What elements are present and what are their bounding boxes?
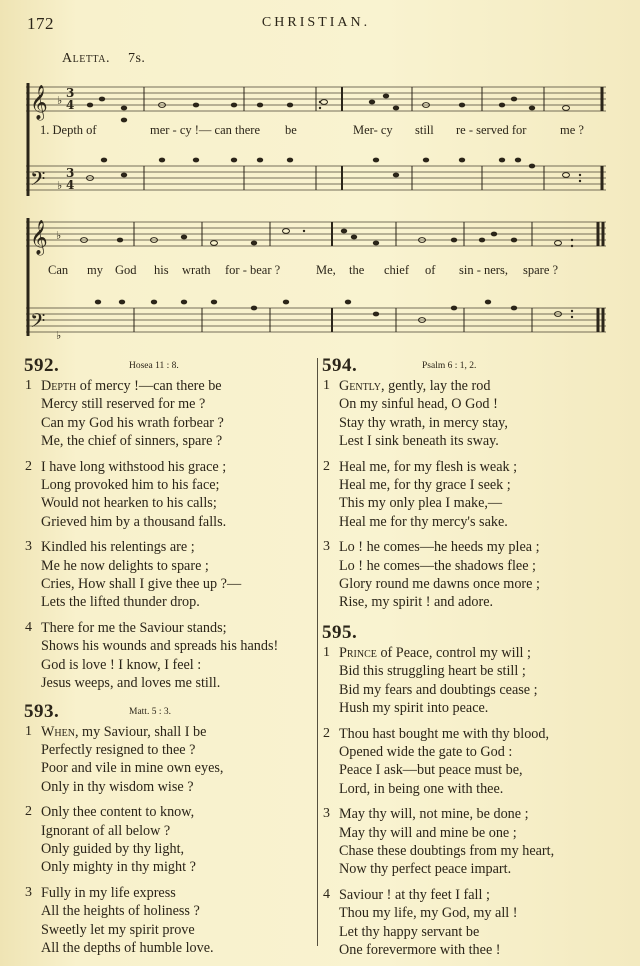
hymn-line: Bid my fears and doubtings cease ; bbox=[339, 681, 538, 698]
hymn-line: Me he now delights to spare ; bbox=[41, 557, 209, 574]
hymn-number: 593. bbox=[24, 700, 60, 722]
hymn-593 bbox=[24, 701, 316, 958]
stanza bbox=[24, 723, 316, 797]
lyric: 1. Depth of bbox=[40, 123, 97, 137]
hymn-line: Rise, my spirit ! and adore. bbox=[339, 594, 494, 611]
hymn-line: Grieved him by a thousand falls. bbox=[41, 513, 227, 530]
stanza bbox=[24, 884, 316, 958]
hymn-line: Chase these doubtings from my heart, bbox=[339, 842, 555, 859]
svg-text:3: 3 bbox=[66, 86, 75, 100]
music-system-1 bbox=[24, 78, 608, 200]
svg-text:4: 4 bbox=[66, 98, 75, 112]
verse-number: 3 bbox=[323, 539, 330, 555]
verse-number: 3 bbox=[25, 884, 32, 900]
hymn-line: Lest I sink beneath its sway. bbox=[339, 433, 499, 450]
hymn-line: God is love ! I know, I feel : bbox=[41, 656, 202, 673]
hymn-line: Would not hearken to his calls; bbox=[41, 495, 217, 512]
first-word: Prince bbox=[339, 644, 377, 661]
stanza bbox=[24, 458, 316, 532]
lyric: Mer- cy bbox=[353, 123, 393, 137]
staff-notation bbox=[24, 78, 608, 200]
hymn-line: of Peace, control my will ; bbox=[376, 644, 531, 661]
scripture-reference: Hosea 11 : 8. bbox=[129, 361, 179, 371]
hymn-number: 594. bbox=[322, 355, 358, 376]
lyric: sin - ners, bbox=[459, 263, 508, 277]
lyric: wrath bbox=[182, 263, 211, 277]
hymn-line: Me, the chief of sinners, spare ? bbox=[41, 433, 223, 450]
verse-number: 3 bbox=[25, 539, 32, 555]
hymn-line: One forevermore with thee ! bbox=[339, 941, 501, 958]
lyric: me ? bbox=[560, 123, 584, 137]
hymn-line: Bid this struggling heart be still ; bbox=[339, 663, 526, 680]
stanza bbox=[322, 886, 622, 960]
hymn-line: Let thy happy servant be bbox=[339, 923, 480, 940]
lyric: be bbox=[285, 123, 297, 137]
verse-number: 2 bbox=[25, 804, 32, 820]
hymn-line: Stay thy wrath, in mercy stay, bbox=[339, 414, 508, 431]
hymn-line: Kindled his relentings are ; bbox=[41, 539, 195, 556]
hymn-line: Only thee content to know, bbox=[41, 804, 195, 821]
hymn-line: May thy will and mine be one ; bbox=[339, 824, 517, 841]
tune-header bbox=[62, 51, 145, 67]
verse-number: 2 bbox=[323, 725, 330, 741]
hymn-592 bbox=[24, 355, 316, 693]
stanza bbox=[24, 803, 316, 877]
hymn-line: Opened wide the gate to God : bbox=[339, 743, 513, 760]
hymn-line: Ignorant of all below ? bbox=[41, 822, 171, 839]
hymn-line: of mercy !—can there be bbox=[76, 378, 222, 394]
hymn-line: Lord, in being one with thee. bbox=[339, 780, 504, 797]
first-word: Gently bbox=[339, 378, 382, 394]
stanza bbox=[322, 725, 622, 799]
lyric: Me, bbox=[316, 263, 336, 277]
hymn-line: There for me the Saviour stands; bbox=[41, 619, 227, 636]
hymn-line: This my only plea I make,— bbox=[339, 495, 503, 512]
svg-text:3: 3 bbox=[66, 166, 75, 180]
hymn-line: Heal me, for my flesh is weak ; bbox=[339, 458, 518, 475]
svg-text:4: 4 bbox=[66, 178, 75, 192]
svg-text:𝄞: 𝄞 bbox=[30, 220, 48, 255]
tune-meter: 7s. bbox=[127, 51, 146, 66]
svg-text:♭: ♭ bbox=[56, 329, 62, 340]
stanza bbox=[24, 619, 316, 693]
music-system-2 bbox=[24, 214, 608, 340]
verse-number: 1 bbox=[25, 378, 32, 393]
lyric: spare ? bbox=[523, 263, 559, 277]
scripture-reference: Psalm 6 : 1, 2. bbox=[422, 361, 477, 371]
hymn-line: On my sinful head, O God ! bbox=[339, 396, 498, 413]
scripture-reference: Matt. 5 : 3. bbox=[129, 706, 171, 717]
hymn-line: Fully in my life express bbox=[41, 884, 176, 901]
tune-name: Aletta. bbox=[62, 51, 110, 66]
verse-number: 1 bbox=[25, 723, 32, 739]
verse-number: 2 bbox=[25, 458, 32, 474]
hymn-number: 592. bbox=[24, 355, 60, 376]
stanza bbox=[322, 644, 622, 718]
lyric: his bbox=[154, 263, 169, 277]
stanza bbox=[322, 805, 622, 879]
lyric: God bbox=[115, 263, 137, 277]
hymn-line: Poor and vile in mine own eyes, bbox=[41, 760, 224, 777]
first-word: Depth bbox=[41, 378, 77, 394]
verse-number: 2 bbox=[323, 458, 330, 474]
svg-text:♭: ♭ bbox=[57, 94, 63, 107]
stanza bbox=[322, 458, 622, 532]
hymn-line: , my Saviour, shall I be bbox=[74, 723, 207, 740]
hymn-line: Perfectly resigned to thee ? bbox=[41, 741, 196, 758]
hymn-line: Sweetly let my spirit prove bbox=[41, 921, 195, 938]
hymn-line: Shows his wounds and spreads his hands! bbox=[41, 638, 279, 655]
lyric: still bbox=[415, 123, 434, 137]
hymn-line: I have long withstood his grace ; bbox=[41, 458, 227, 475]
lyric: Can bbox=[48, 263, 69, 277]
hymn-line: Only mighty in thy might ? bbox=[41, 859, 196, 876]
hymn-595 bbox=[322, 622, 622, 960]
lyric: mer - cy !— can there bbox=[150, 123, 261, 137]
verse-number: 1 bbox=[323, 378, 330, 393]
hymn-line: Can my God his wrath forbear ? bbox=[41, 414, 224, 431]
svg-text:♭: ♭ bbox=[56, 229, 62, 242]
lyric: chief bbox=[384, 263, 409, 277]
hymn-line: Mercy still reserved for me ? bbox=[41, 396, 206, 413]
svg-text:♭: ♭ bbox=[57, 179, 63, 192]
hymn-line: Cries, How shall I give thee up ?— bbox=[41, 576, 242, 593]
running-head: CHRISTIAN. bbox=[261, 15, 371, 30]
lyric: for - bear ? bbox=[225, 263, 281, 277]
stanza bbox=[322, 538, 622, 612]
stanza bbox=[24, 377, 316, 451]
hymn-line: Heal me for thy mercy's sake. bbox=[339, 513, 508, 530]
hymn-line: Glory round me dawns once more ; bbox=[339, 576, 540, 593]
hymn-number: 595. bbox=[322, 621, 358, 643]
hymn-line: Lo ! he comes—the shadows flee ; bbox=[339, 557, 536, 574]
lyric: my bbox=[87, 263, 103, 277]
stanza bbox=[322, 377, 622, 451]
hymn-line: Thou hast bought me with thy blood, bbox=[339, 725, 550, 742]
hymn-line: Lets the lifted thunder drop. bbox=[41, 594, 200, 611]
hymn-line: Long provoked him to his face; bbox=[41, 477, 220, 494]
verse-number: 1 bbox=[323, 644, 330, 660]
hymn-line: Saviour ! at thy feet I fall ; bbox=[339, 886, 490, 903]
hymn-line: , gently, lay the rod bbox=[381, 378, 491, 394]
stanza bbox=[24, 538, 316, 612]
hymn-line: Jesus weeps, and loves me still. bbox=[41, 675, 221, 692]
left-column bbox=[24, 355, 316, 964]
hymn-line: Now thy perfect peace impart. bbox=[339, 861, 512, 878]
first-word: When bbox=[41, 723, 75, 740]
hymn-line: All the heights of holiness ? bbox=[41, 903, 200, 920]
lyric: re - served for bbox=[456, 123, 527, 137]
verse-number: 4 bbox=[25, 619, 32, 635]
verse-number: 4 bbox=[323, 886, 330, 902]
lyric: the bbox=[349, 263, 365, 277]
page-number: 172 bbox=[27, 14, 54, 33]
hymn-line: Only guided by thy light, bbox=[41, 840, 185, 857]
hymn-line: May thy will, not mine, be done ; bbox=[339, 806, 529, 823]
svg-text:𝄞: 𝄞 bbox=[30, 85, 48, 120]
hymn-line: Thou my life, my God, my all ! bbox=[339, 905, 518, 922]
hymn-line: Lo ! he comes—he heeds my plea ; bbox=[339, 539, 540, 556]
column-divider bbox=[317, 358, 318, 946]
svg-text:𝄢: 𝄢 bbox=[30, 309, 46, 337]
verse-number: 3 bbox=[323, 806, 330, 822]
hymn-line: Heal me, for thy grace I seek ; bbox=[339, 477, 511, 494]
hymn-line: Hush my spirit into peace. bbox=[339, 700, 489, 717]
hymn-line: Only in thy wisdom wise ? bbox=[41, 778, 194, 795]
hymn-594 bbox=[322, 355, 622, 612]
hymn-line: Peace I ask—but peace must be, bbox=[339, 762, 523, 779]
hymn-line: All the depths of humble love. bbox=[41, 939, 214, 956]
right-column bbox=[322, 355, 622, 966]
svg-text:𝄢: 𝄢 bbox=[30, 167, 46, 195]
lyric: of bbox=[425, 263, 436, 277]
